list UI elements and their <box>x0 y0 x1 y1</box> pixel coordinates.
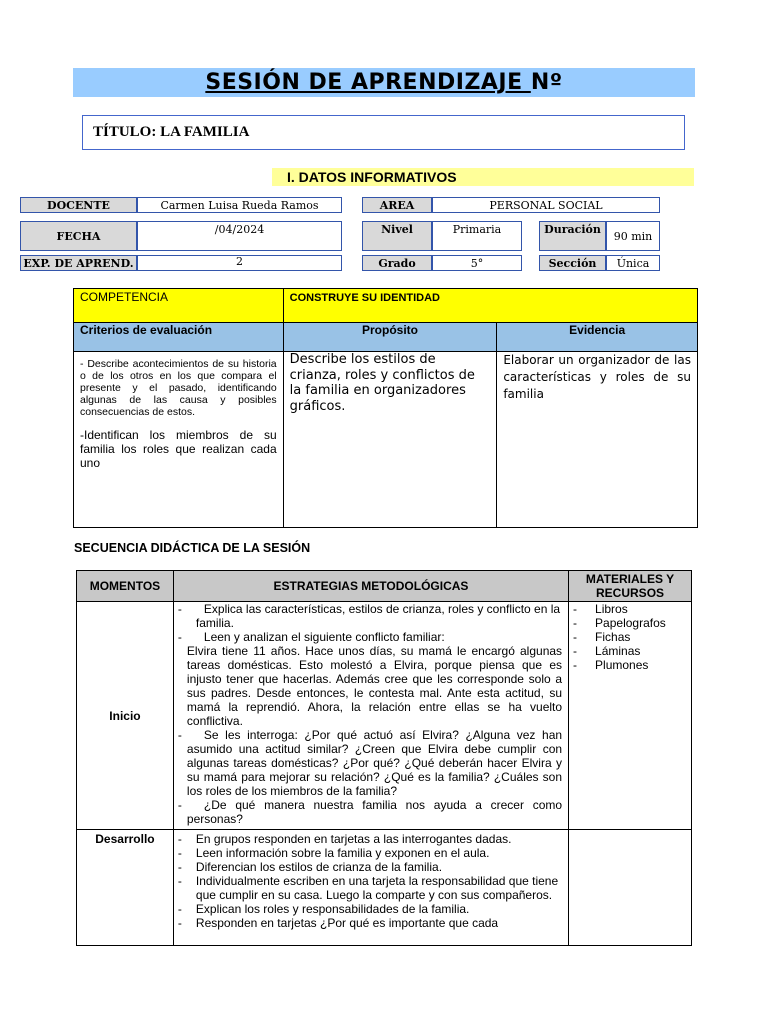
secuencia-heading: SECUENCIA DIDÁCTICA DE LA SESIÓN <box>74 541 311 555</box>
desarrollo-item: - Diferencian los estilos de crianza de la familia. <box>177 860 443 874</box>
desarrollo-item: - Responden en tarjetas ¿Por qué es importante que cada <box>177 916 499 930</box>
desarrollo-cell <box>173 830 568 946</box>
evidencia-text: Elaborar un organizador de las características y roles de su familia <box>503 353 691 401</box>
docente-label: DOCENTE <box>20 197 137 213</box>
desarrollo-item: - Individualmente escriben en una tarjeta la responsabilidad que tiene que cumplir en su casa. Luego la comparte y con sus compañeros. <box>177 874 559 902</box>
section-heading: I. DATOS INFORMATIVOS <box>272 168 694 186</box>
criterio-1: - Describe acontecimientos de su historia o de los otros en los que compara el presente y el pasado, identificando algunas de las causa y posibles consecuencias de estos. <box>80 358 277 418</box>
title-main: SESIÓN DE APRENDIZAJE <box>205 70 531 95</box>
materiales-cell <box>569 602 692 830</box>
proposito-text: Describe los estilos de crianza, roles y conflictos de la familia en organizadores gráficos. <box>289 352 475 414</box>
inicio-cell <box>173 602 568 830</box>
col-evidencia: Evidencia <box>497 323 698 352</box>
competencia-value: CONSTRUYE SU IDENTIDAD <box>283 289 697 323</box>
desarrollo-materiales-cell <box>569 830 692 946</box>
materiales-list <box>573 602 687 672</box>
inicio-item-1: - Explica las características, estilos de crianza, roles y conflicto en la familia. <box>177 602 561 630</box>
inicio-text-4: ¿De qué manera nuestra familia nos ayuda a crecer como personas? <box>186 798 563 826</box>
material-item: - Fichas <box>573 630 631 644</box>
desarrollo-list <box>178 832 562 930</box>
desarrollo-label: Desarrollo <box>77 830 174 946</box>
material-item: - Libros <box>573 602 628 616</box>
inicio-text-1: Explica las características, estilos de crianza, roles y conflicto en la familia. <box>195 602 561 630</box>
page-title <box>73 68 695 97</box>
inicio-item-4: - ¿De qué manera nuestra familia nos ayuda a crecer como personas? <box>177 798 563 826</box>
desarrollo-item: - Leen información sobre la familia y exponen en el aula. <box>177 846 490 860</box>
session-title: TÍTULO: LA FAMILIA <box>82 115 685 150</box>
desarrollo-item: - En grupos responden en tarjetas a las interrogantes dadas. <box>177 832 512 846</box>
area-label: AREA <box>362 197 432 213</box>
competencia-label: COMPETENCIA <box>74 289 284 323</box>
inicio-item-3: - Se les interroga: ¿Por qué actuó así Elvira? ¿Alguna vez han asumido una actitud similar? ¿Creen que Elvira debe cumplir con algunas tareas domésticas? ¿Por qué? ¿Qué deberán hacer Elvira y su mamá para mejorar su relación? ¿Qué es la familia? ¿Cuáles son los roles de los miembros de la familia? <box>177 728 563 798</box>
seccion-value: Única <box>606 255 660 271</box>
fecha-value: /04/2024 <box>137 221 342 251</box>
material-item: - Papelografos <box>573 616 666 630</box>
area-value: PERSONAL SOCIAL <box>432 197 660 213</box>
material-item: - Láminas <box>573 644 641 658</box>
seccion-label: Sección <box>539 255 606 271</box>
nivel-label: Nivel <box>362 221 432 251</box>
exp-value: 2 <box>137 255 342 271</box>
inicio-story: Elvira tiene 11 años. Hace unos días, su mamá le encargó algunas tareas domésticas. Esto molestó a Elvira, porque piensa que es injusto tener que hacerlas. Además cree que les corresponde solo a sus padres. Desde entonces, le contesta mal. Ante esta actitud, su mamá la reprendió. Ahora, la relación entre ellas se ha vuelto conflictiva. <box>186 644 563 728</box>
col-estrategias: ESTRATEGIAS METODOLÓGICAS <box>173 571 568 602</box>
grado-value: 5° <box>432 255 522 271</box>
docente-value: Carmen Luisa Rueda Ramos <box>137 197 342 213</box>
secuencia-table <box>76 570 692 946</box>
col-materiales: MATERIALES Y RECURSOS <box>569 571 692 602</box>
exp-label: EXP. DE APREND. <box>20 255 137 271</box>
inicio-text-2: Leen y analizan el siguiente conflicto familiar: <box>203 630 445 644</box>
inicio-text-3: Se les interroga: ¿Por qué actuó así Elvira? ¿Alguna vez han asumido una actitud similar? ¿Creen que Elvira debe cumplir con algunas tareas domésticas? ¿Por qué? ¿Qué deberán hacer Elvira y su mamá para mejorar su relación? ¿Qué es la familia? ¿Cuáles son los roles de los miembros de la familia? <box>186 728 563 798</box>
inicio-item-2: - Leen y analizan el siguiente conflicto familiar: <box>177 630 445 644</box>
grado-label: Grado <box>362 255 432 271</box>
criterio-2: -Identifican los miembros de su familia los roles que realizan cada uno <box>80 428 277 470</box>
title-number: Nº <box>530 70 563 95</box>
fecha-label: FECHA <box>20 221 137 251</box>
duracion-value: 90 min <box>606 221 660 251</box>
col-momentos: MOMENTOS <box>77 571 174 602</box>
duracion-label: Duración <box>539 221 606 251</box>
competencia-table <box>73 288 698 528</box>
inicio-label: Inicio <box>77 602 174 830</box>
criterios-cell <box>74 352 284 528</box>
col-proposito: Propósito <box>283 323 497 352</box>
evidencia-cell <box>497 352 698 528</box>
proposito-cell <box>283 352 497 528</box>
material-item: - Plumones <box>573 658 649 672</box>
desarrollo-item: - Explican los roles y responsabilidades de la familia. <box>177 902 470 916</box>
col-criterios: Criterios de evaluación <box>74 323 284 352</box>
nivel-value: Primaria <box>432 221 522 251</box>
